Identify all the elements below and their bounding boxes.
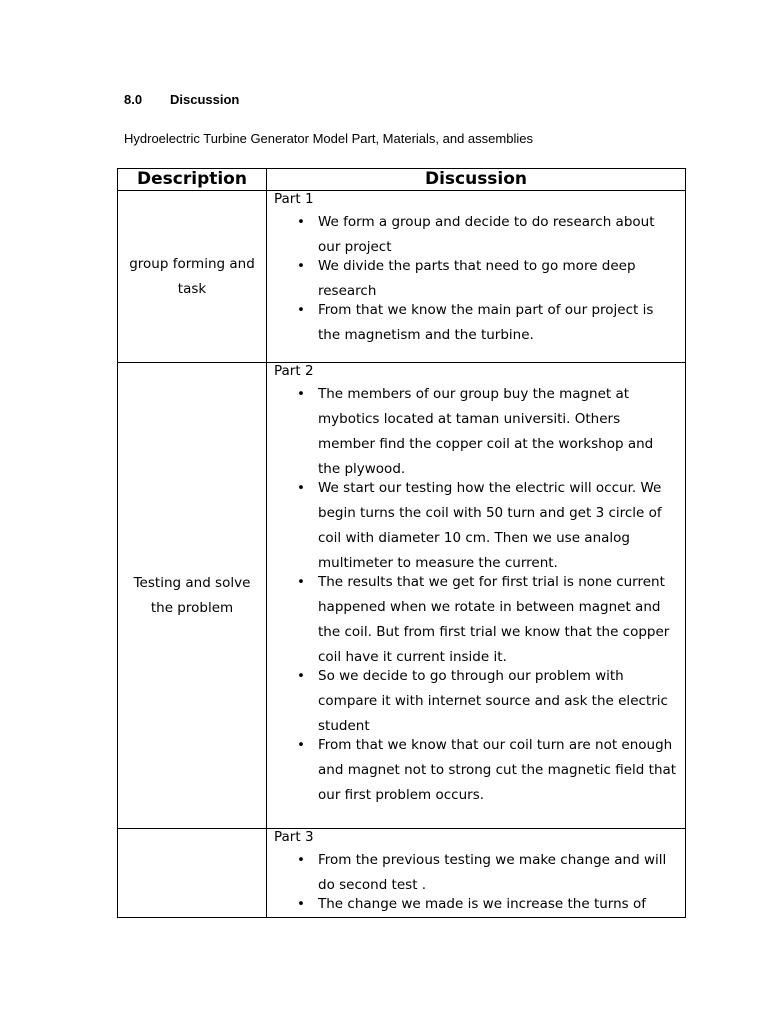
row-discussion [267,363,686,829]
section-heading [124,92,239,107]
list-item: • The change we made is we increase the turns of [273,892,679,917]
table-row [118,829,686,918]
list-item: • From that we know the main part of our project is the magnetism and the turbine. [273,298,679,348]
part-label: Part 1 [274,191,314,207]
table-row [118,363,686,829]
list-item: • We form a group and decide to do research about our project [273,210,679,260]
bullet-list [273,382,679,808]
row-description: group forming and task [118,191,267,363]
list-item: • From the previous testing we make change and will do second test . [273,848,679,898]
row-discussion [267,191,686,363]
section-number: 8.0 [124,92,143,107]
header-discussion: Discussion [267,169,686,191]
header-description: Description [118,169,267,191]
list-item: • The results that we get for first trial is none current happened when we rotate in between magnet and the coil. But from first trial we know that the copper coil have it current inside it. [273,570,679,670]
part-label: Part 2 [274,363,314,379]
row-description: Testing and solve the problem [118,363,267,829]
part-label: Part 3 [274,829,314,845]
section-title: Discussion [170,92,240,107]
bullet-list [273,848,679,917]
table-row [118,191,686,363]
list-item: • So we decide to go through our problem with compare it with internet source and ask the electric student [273,664,679,739]
bullet-list [273,210,679,348]
row-discussion [267,829,686,918]
list-item: • We divide the parts that need to go more deep research [273,254,679,304]
row-description [118,829,267,918]
list-item: • From that we know that our coil turn are not enough and magnet not to strong cut the magnetic field that our first problem occurs. [273,733,679,808]
list-item: • The members of our group buy the magnet at mybotics located at taman universiti. Others member find the copper coil at the workshop and the plywood. [273,382,679,482]
table-header-row [118,169,686,191]
document-subtitle: Hydroelectric Turbine Generator Model Part, Materials, and assemblies [124,131,533,146]
list-item: • We start our testing how the electric will occur. We begin turns the coil with 50 turn and get 3 circle of coil with diameter 10 cm. Then we use analog multimeter to measure the current. [273,476,679,576]
discussion-table [117,168,686,918]
